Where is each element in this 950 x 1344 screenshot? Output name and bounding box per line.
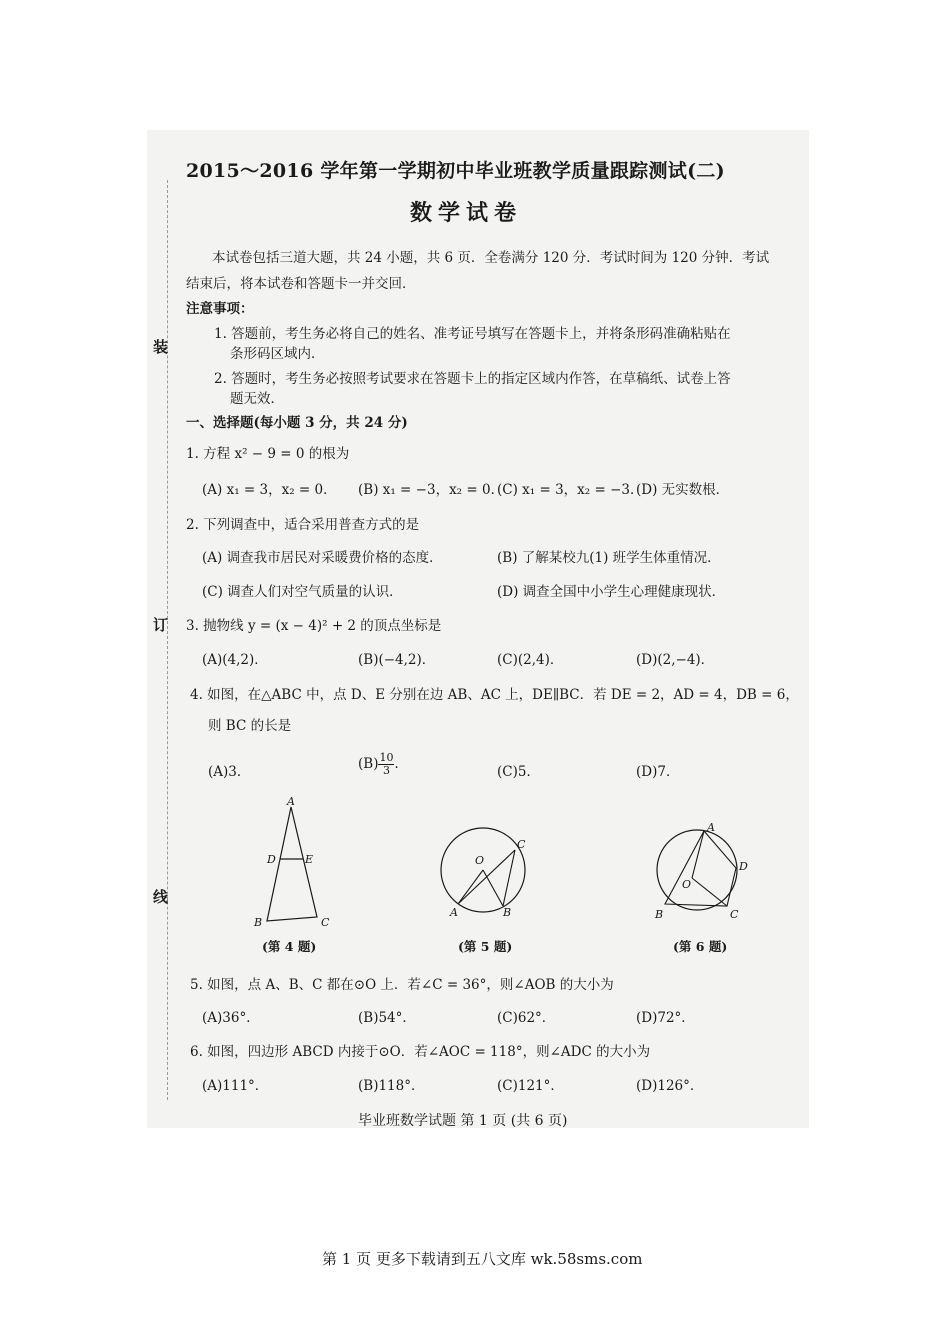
circle-o	[657, 830, 737, 910]
q4-option-b-label: (B)	[358, 756, 379, 772]
q4-option-b-fraction	[378, 752, 394, 777]
q1-option-b: (B) x₁ = −3，x₂ = 0．	[358, 482, 505, 498]
fraction-denominator: 3	[382, 764, 390, 777]
q2-stem: 2. 下列调查中，适合采用普查方式的是	[186, 517, 420, 533]
note-2-line-2: 题无效．	[230, 391, 284, 407]
label-b: B	[655, 908, 664, 921]
note-1-line-2: 条形码区域内．	[230, 346, 325, 362]
download-note: 第 1 页 更多下载请到五八文库 wk.58sms.com	[322, 1250, 643, 1268]
notes-heading: 注意事项：	[186, 301, 254, 317]
label-c: C	[321, 916, 330, 929]
q5-option-a: (A)36°．	[202, 1010, 260, 1026]
figure-6-caption: (第 6 题)	[673, 939, 728, 954]
q2-option-c: (C) 调查人们对空气质量的认识．	[202, 584, 403, 600]
label-b: B	[503, 906, 512, 917]
q4-option-b	[358, 752, 408, 777]
q4-option-a: (A)3．	[208, 764, 251, 780]
section-1-heading: 一、选择题(每小题 3 分，共 24 分)	[186, 415, 408, 431]
q6-option-d: (D)126°．	[636, 1078, 704, 1094]
label-a: A	[450, 906, 458, 917]
q1-option-d: (D) 无实数根．	[636, 482, 730, 498]
q1-option-c: (C) x₁ = 3，x₂ = −3．	[497, 482, 644, 498]
q3-option-b: (B)(−4,2)．	[358, 652, 436, 668]
figure-4-caption: (第 4 题)	[262, 939, 317, 954]
segment-ca	[458, 850, 515, 904]
binding-mark-xian: 线	[153, 888, 169, 906]
q4-stem-line-2: 则 BC 的长是	[208, 718, 292, 734]
figure-6-circle	[652, 822, 752, 922]
segment-oa	[458, 870, 483, 904]
q6-stem: 6. 如图，四边形 ABCD 内接于⊙O．若∠AOC = 118°，则∠ADC 的大小为	[190, 1044, 651, 1060]
q6-option-c: (C)121°．	[497, 1078, 564, 1094]
q3-option-a: (A)(4,2)．	[202, 652, 268, 668]
label-c: C	[730, 908, 739, 921]
q2-option-a: (A) 调查我市居民对采暖费价格的态度．	[202, 550, 443, 566]
q3-stem: 3. 抛物线 y = (x − 4)² + 2 的顶点坐标是	[186, 618, 442, 634]
label-d: D	[267, 853, 276, 866]
note-2-line-1: 2. 答题时，考生务必按照考试要求在答题卡上的指定区域内作答，在草稿纸、试卷上答	[214, 371, 731, 387]
q6-option-b: (B)118°．	[358, 1078, 425, 1094]
exam-subtitle: 数学试卷	[410, 200, 523, 226]
binding-mark-ding: 订	[153, 616, 169, 634]
intro-line-2: 结束后，将本试卷和答题卡一并交回．	[186, 276, 416, 292]
exam-title: 2015～2016 学年第一学期初中毕业班教学质量跟踪测试(二)	[186, 160, 725, 182]
page-footer: 毕业班数学试题 第 1 页 (共 6 页)	[358, 1113, 568, 1129]
label-e: E	[305, 853, 314, 866]
q4-option-b-end: ．	[394, 756, 408, 772]
label-d: D	[739, 860, 748, 873]
segment-ob	[483, 870, 503, 906]
q1-option-a: (A) x₁ = 3，x₂ = 0．	[202, 482, 337, 498]
q4-stem-line-1: 4. 如图，在△ABC 中，点 D、E 分别在边 AB、AC 上，DE∥BC．若 DE = 2，AD = 4，DB = 6，	[190, 687, 799, 703]
q1-stem: 1. 方程 x² − 9 = 0 的根为	[186, 446, 350, 462]
q5-stem: 5. 如图，点 A、B、C 都在⊙O 上．若∠C = 36°，则∠AOB 的大小为	[190, 977, 614, 993]
label-o: O	[682, 878, 692, 891]
q2-option-b: (B) 了解某校九(1) 班学生体重情况．	[497, 550, 721, 566]
fraction-numerator: 10	[379, 751, 394, 764]
q3-option-d: (D)(2,−4)．	[636, 652, 715, 668]
segment-oc	[692, 878, 727, 906]
segment-cb	[503, 850, 515, 906]
label-b: B	[254, 916, 263, 929]
q4-option-c: (C)5．	[497, 764, 540, 780]
q5-option-c: (C)62°．	[497, 1010, 556, 1026]
q6-option-a: (A)111°．	[202, 1078, 269, 1094]
figure-5-circle	[435, 822, 535, 917]
q5-option-b: (B)54°．	[358, 1010, 416, 1026]
segment-oa	[692, 831, 704, 878]
binding-line	[167, 180, 168, 1100]
note-1-line-1: 1. 答题前，考生务必将自己的姓名、准考证号填写在答题卡上，并将条形码准确粘贴在	[214, 326, 731, 342]
label-o: O	[475, 854, 485, 867]
figure-5-caption: (第 5 题)	[458, 939, 513, 954]
q2-option-d: (D) 调查全国中小学生心理健康现状．	[497, 584, 726, 600]
q4-option-d: (D)7．	[636, 764, 680, 780]
figure-4-triangle	[245, 795, 345, 935]
intro-line-1: 本试卷包括三道大题，共 24 小题，共 6 页．全卷满分 120 分．考试时间为 120 分钟．考试	[212, 250, 770, 266]
label-c: C	[517, 838, 526, 851]
binding-mark-zhuang: 装	[153, 338, 169, 356]
label-a: A	[707, 822, 715, 834]
q3-option-c: (C)(2,4)．	[497, 652, 564, 668]
q5-option-d: (D)72°．	[636, 1010, 695, 1026]
label-a: A	[287, 795, 295, 808]
